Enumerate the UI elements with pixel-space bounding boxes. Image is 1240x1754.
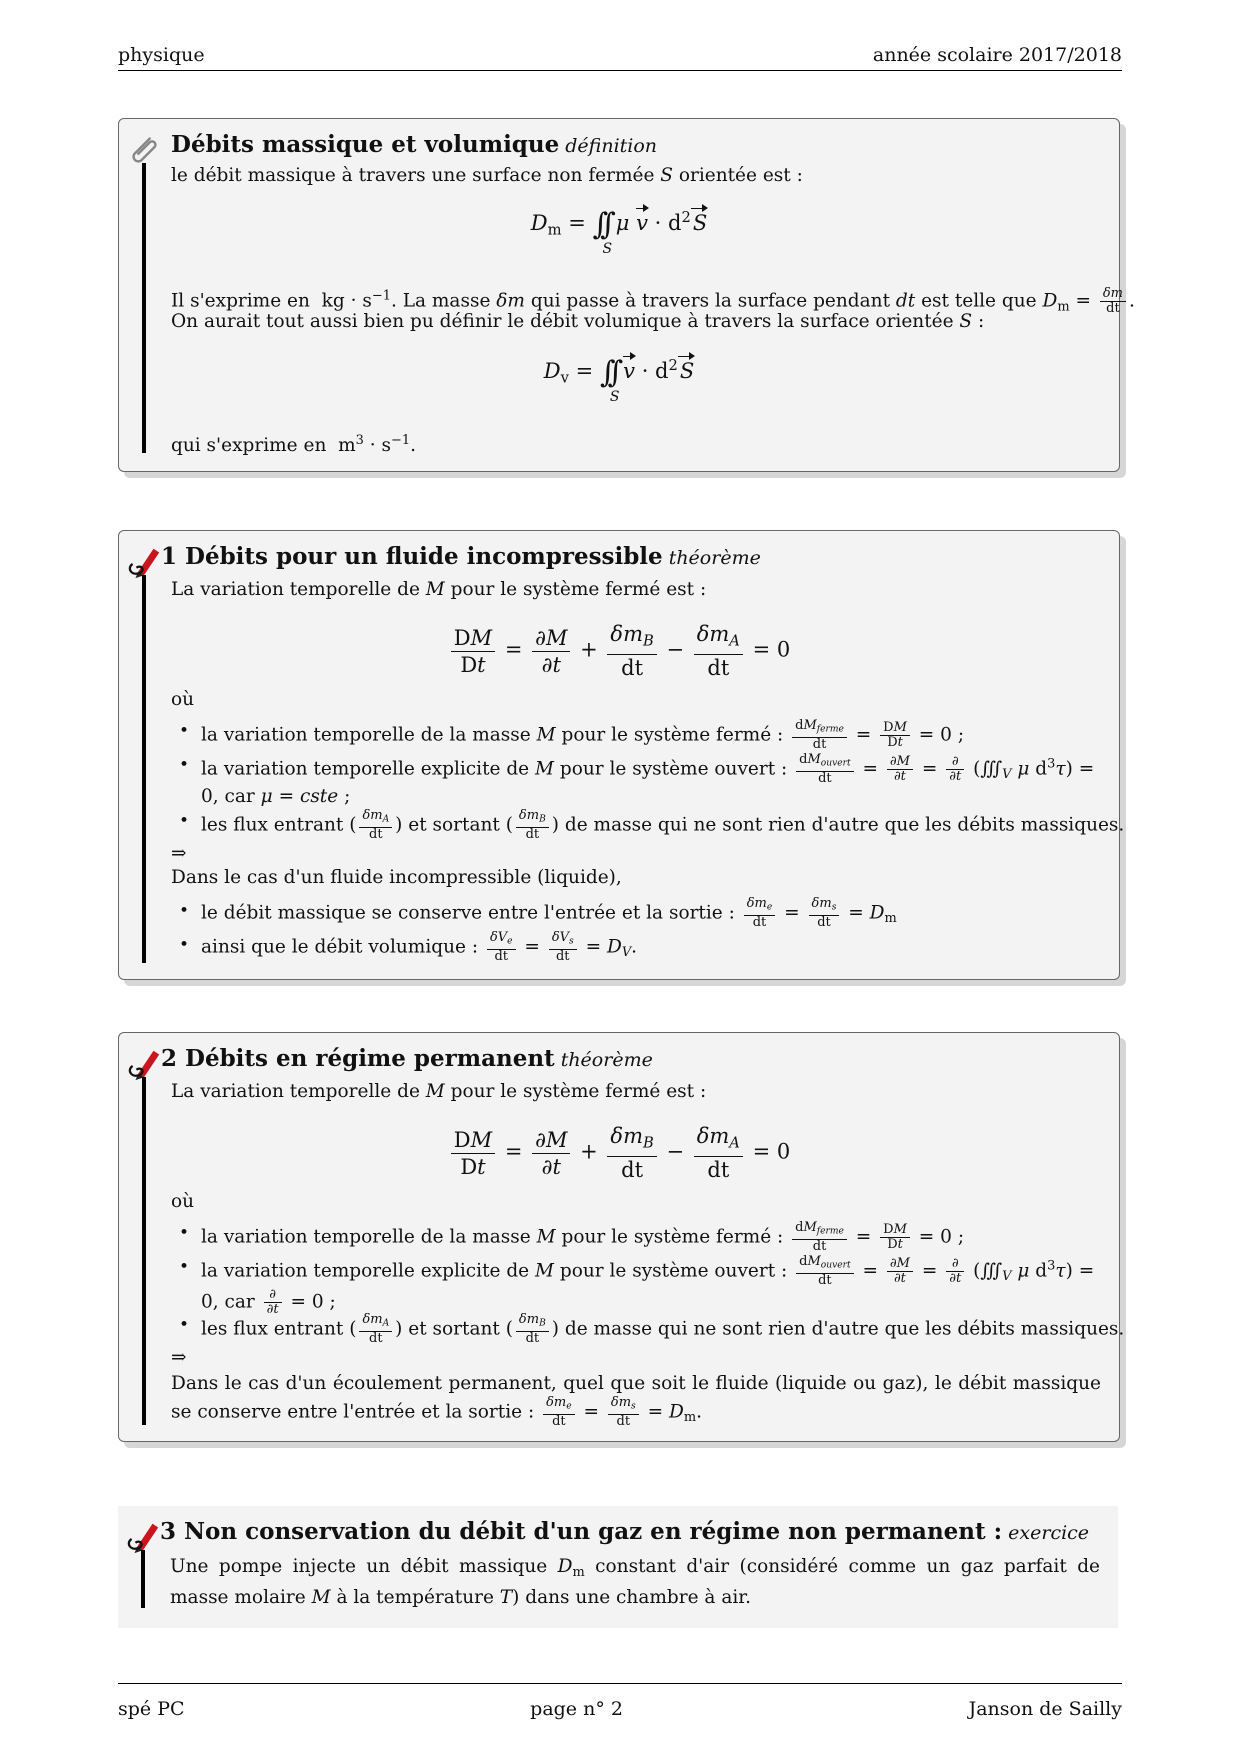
theorem-2-bullet-2: la variation temporelle explicite de M pour le système ouvert : $\frac{dM_{ouvert}}{dt}$ = $\frac{\partial M}{\partial t}$ = $\frac{\partial}{\partial t}$ ($∭_V$ μ $d^3\tau$) = 0, car $\frac{\partial}{\partial t}$ = 0 ; bbox=[201, 1254, 1095, 1317]
definition-title: Débits massique et volumique définition bbox=[171, 131, 658, 158]
theorem-1-conclusion: Dans le cas d'un fluide incompressible (liquide), bbox=[171, 867, 622, 888]
theorem-2-title: 2 Débits en régime permanent théorème bbox=[161, 1045, 653, 1072]
footer-class: spé PC bbox=[118, 1698, 185, 1720]
exercise-box bbox=[118, 1506, 1118, 1628]
theorem-1-bullet-1: la variation temporelle de la masse M pour le système fermé : $\frac{dM_{ferme}}{dt}$ = $\frac{DM}{Dt}$ = 0 ; bbox=[201, 718, 965, 752]
theorem-2-box bbox=[118, 1032, 1125, 1442]
theorem-2-bullet-1: la variation temporelle de la masse M pour le système fermé : $\frac{dM_{ferme}}{dt}$ = $\frac{DM}{Dt}$ = 0 ; bbox=[201, 1220, 965, 1254]
bullet: • bbox=[179, 811, 190, 831]
left-rule bbox=[141, 1550, 145, 1608]
theorem-2-conclusion: Dans le cas d'un écoulement permanent, quel que soit le fluide (liquide ou gaz), le débit massique se conserve entre l'entrée et la sortie : $\frac{\delta m_e}{dt}$ = $\frac{\delta m_s}{dt}$ = $D_m$. bbox=[171, 1373, 1101, 1429]
exercise-text: Une pompe injecte un débit massique $D_m$ constant d'air (considéré comme un gaz parfait de masse molaire M à la température T) dans une chambre à air. bbox=[170, 1556, 1100, 1608]
theorem-1-bullet-2: la variation temporelle explicite de M pour le système ouvert : $\frac{dM_{ouvert}}{dt}$ = $\frac{\partial M}{\partial t}$ = $\frac{\partial}{\partial t}$ ($∭_V$ μ $d^3\tau$) = 0, car μ = cste ; bbox=[201, 752, 1095, 807]
bullet: • bbox=[179, 1223, 190, 1243]
arrow-implies: ⇒ bbox=[171, 1347, 187, 1368]
footer-school: Janson de Sailly bbox=[968, 1698, 1122, 1720]
bullet: • bbox=[179, 1315, 190, 1335]
page-header bbox=[118, 38, 1122, 71]
bullet: • bbox=[179, 935, 190, 955]
bullet: • bbox=[179, 755, 190, 775]
bullet: • bbox=[179, 721, 190, 741]
theorem-1-title: 1 Débits pour un fluide incompressible théorème bbox=[161, 543, 761, 570]
definition-line-4: qui s'exprime en $m^3 \cdot s^{-1}$. bbox=[171, 433, 417, 457]
theorem-1-equation: $\frac{DM}{Dt}$ = $\frac{\partial M}{\partial t}$ + $\frac{\delta m_B}{dt}$ − $\frac{\delta m_A}{dt}$ = 0 bbox=[119, 621, 1119, 681]
footer-page: page n° 2 bbox=[530, 1698, 623, 1720]
theorem-1-box bbox=[118, 530, 1125, 980]
equation-mass-flow: $D_m$ = ∫∫ S μ $v \cdot d^2S$ bbox=[530, 207, 708, 257]
page-footer bbox=[118, 1683, 1122, 1720]
definition-line-2: Il s'exprime en kg · $s^{-1}$. La masse δm qui passe à travers la surface pendant dt est telle que $D_m$ = $\frac{\delta m}{dt}$ . bbox=[171, 286, 1135, 316]
definition-line-1: le débit massique à travers une surface non fermée S orientée est : bbox=[171, 165, 803, 186]
exercise-title: 3 Non conservation du débit d'un gaz en régime non permanent : exercice bbox=[160, 1518, 1090, 1545]
definition-box bbox=[118, 118, 1135, 472]
definition-line-3: On aurait tout aussi bien pu définir le débit volumique à travers la surface orientée S : bbox=[171, 311, 985, 332]
theorem-2-bullet-3: les flux entrant ( $\frac{\delta m_A}{dt}$ ) et sortant ( $\frac{\delta m_B}{dt}$ ) de masse qui ne sont rien d'autre que les débits massiques. bbox=[201, 1312, 1125, 1346]
theorem-2-ou: où bbox=[171, 1191, 195, 1212]
equation-volume-flow: $D_v$ = ∫∫ S $v \cdot d^2S$ bbox=[543, 355, 695, 405]
bullet: • bbox=[179, 1257, 190, 1277]
theorem-1-ou: où bbox=[171, 689, 195, 710]
arrow-implies: ⇒ bbox=[171, 843, 187, 864]
theorem-1-conclusion-1: le débit massique se conserve entre l'entrée et la sortie : $\frac{\delta m_e}{dt}$ = $\frac{\delta m_s}{dt}$ = $D_m$ bbox=[201, 896, 897, 930]
header-year: année scolaire 2017/2018 bbox=[872, 44, 1122, 66]
bullet: • bbox=[179, 901, 190, 921]
theorem-2-equation: $\frac{DM}{Dt}$ = $\frac{\partial M}{\partial t}$ + $\frac{\delta m_B}{dt}$ − $\frac{\delta m_A}{dt}$ = 0 bbox=[119, 1123, 1119, 1183]
theorem-1-conclusion-2: ainsi que le débit volumique : $\frac{\delta V_e}{dt}$ = $\frac{\delta V_s}{dt}$ = $D_V$. bbox=[201, 930, 638, 964]
theorem-1-bullet-3: les flux entrant ( $\frac{\delta m_A}{dt}$ ) et sortant ( $\frac{\delta m_B}{dt}$ ) de masse qui ne sont rien d'autre que les débits massiques. bbox=[201, 808, 1125, 842]
theorem-1-intro: La variation temporelle de M pour le système fermé est : bbox=[171, 579, 707, 600]
header-subject: physique bbox=[118, 44, 205, 66]
theorem-2-intro: La variation temporelle de M pour le système fermé est : bbox=[171, 1081, 707, 1102]
